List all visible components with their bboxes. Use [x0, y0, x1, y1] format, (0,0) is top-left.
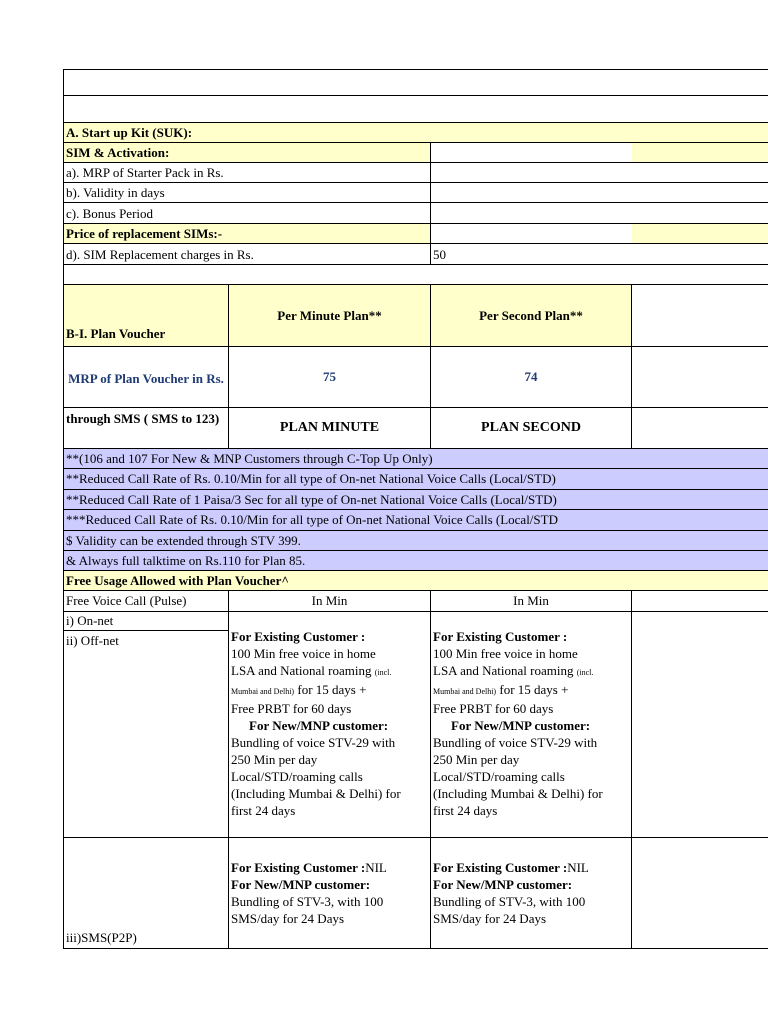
existing-line-3-2: for 15 days + [499, 682, 569, 697]
new-line-3: Local/STD/roaming calls [231, 769, 363, 784]
plan-voucher-label-cell [64, 285, 228, 346]
existing-line-2: LSA and National roaming [231, 663, 372, 678]
row-mrp-starter[interactable] [63, 162, 768, 182]
replacement-value[interactable]: 50 [430, 244, 632, 265]
mrp-starter-label: a). MRP of Starter Pack in Rs. [66, 165, 224, 180]
existing-incl-1: (incl. [374, 668, 392, 677]
sms-new-line-2-2: SMS/day for 24 Days [433, 911, 547, 926]
sim-activation-value[interactable] [430, 143, 632, 163]
free-voice-label: Free Voice Call (Pulse) [66, 593, 187, 608]
note-text-3: **Reduced Call Rate of 1 Paisa/3 Sec for all type of On-net National Voice Calls (Local/STD) [66, 492, 557, 507]
note-row-5[interactable] [63, 530, 768, 550]
note-row-6[interactable] [63, 550, 768, 570]
voice-unit-second: In Min [430, 591, 632, 611]
existing-line-4-2: Free PRBT for 60 days [433, 701, 554, 716]
existing-customer-heading: For Existing Customer : [231, 629, 366, 644]
sms-details-per-minute [228, 838, 430, 949]
row-plan-mrp[interactable] [63, 346, 768, 407]
row-startup-kit[interactable] [63, 122, 768, 142]
note-text-1: **(106 and 107 For New & MNP Customers through C-Top Up Only) [66, 451, 433, 466]
mrp-per-minute-value[interactable]: 75 [228, 347, 430, 407]
existing-line-3-wrap [231, 681, 428, 700]
row-sim-activation[interactable] [63, 142, 768, 162]
sim-activation-label: SIM & Activation: [66, 145, 170, 160]
empty-row-2 [63, 95, 768, 122]
existing-incl-2: Mumbai and Delhi) [231, 687, 295, 696]
row-plan-header[interactable] [63, 284, 768, 346]
sms-existing-value-2: NIL [567, 860, 589, 875]
offnet-label: ii) Off-net [66, 633, 119, 648]
new-line-2: 250 Min per day [231, 752, 318, 767]
per-second-plan-header: Per Second Plan** [430, 285, 632, 346]
sms-to-123-label: through SMS ( SMS to 123) [66, 411, 220, 426]
note-text-6: & Always full talktime on Rs.110 for Plan 85. [66, 553, 306, 568]
sms-new-line-1-2: Bundling of STV-3, with 100 [433, 894, 586, 909]
row-sms-details[interactable] [63, 837, 768, 949]
existing-line-4: Free PRBT for 60 days [231, 701, 352, 716]
existing-incl-2-2: Mumbai and Delhi) [433, 687, 497, 696]
sms-existing-heading: For Existing Customer : [231, 860, 366, 875]
new-line-1: Bundling of voice STV-29 with [231, 735, 396, 750]
startup-kit-heading: A. Start up Kit (SUK): [66, 125, 193, 140]
row-bonus[interactable] [63, 202, 768, 223]
existing-incl-1-2: (incl. [576, 668, 594, 677]
new-line-3-2: Local/STD/roaming calls [433, 769, 565, 784]
voice-details-per-minute [228, 612, 430, 837]
new-line-4-2: (Including Mumbai & Delhi) for [433, 786, 603, 801]
existing-line-1: 100 Min free voice in home [231, 646, 376, 661]
plan-second-keyword[interactable]: PLAN SECOND [430, 408, 632, 448]
validity-value[interactable] [430, 183, 632, 203]
replacement-label: d). SIM Replacement charges in Rs. [66, 247, 254, 262]
note-row-1[interactable] [63, 448, 768, 468]
sms-existing-heading-2: For Existing Customer : [433, 860, 568, 875]
onnet-label: i) On-net [64, 612, 228, 631]
sms-existing-line-2 [433, 859, 629, 876]
row-free-usage-heading[interactable] [63, 570, 768, 590]
sms-p2p-label: iii)SMS(P2P) [66, 930, 137, 945]
free-usage-heading: Free Usage Allowed with Plan Voucher^ [66, 573, 289, 588]
note-row-3[interactable] [63, 489, 768, 509]
new-customer-heading-2: For New/MNP customer: [451, 718, 591, 733]
row-replacement[interactable] [63, 243, 768, 264]
sms-new-line-2: SMS/day for 24 Days [231, 911, 345, 926]
plan-minute-keyword[interactable]: PLAN MINUTE [228, 408, 430, 448]
note-row-2[interactable] [63, 468, 768, 489]
mrp-plan-voucher-label: MRP of Plan Voucher in Rs. [68, 371, 224, 386]
replacement-heading: Price of replacement SIMs:- [66, 226, 223, 241]
bonus-label: c). Bonus Period [66, 206, 154, 221]
sms-existing-line [231, 859, 428, 876]
new-line-5: first 24 days [231, 803, 296, 818]
voice-label-cell [64, 612, 228, 837]
sms-new-heading-2: For New/MNP customer: [433, 877, 573, 892]
replacement-heading-value[interactable] [430, 224, 632, 244]
empty-row-1 [63, 69, 768, 96]
new-line-1-2: Bundling of voice STV-29 with [433, 735, 598, 750]
existing-line-3: for 15 days + [297, 682, 367, 697]
row-plan-sms[interactable] [63, 407, 768, 448]
voice-details-per-second [430, 612, 632, 837]
empty-row-3 [63, 264, 768, 284]
existing-line-3-wrap-2 [433, 681, 629, 700]
sms-new-heading: For New/MNP customer: [231, 877, 371, 892]
voice-unit-minute: In Min [228, 591, 430, 611]
existing-line-2-2: LSA and National roaming [433, 663, 574, 678]
new-line-5-2: first 24 days [433, 803, 498, 818]
bonus-value[interactable] [430, 203, 632, 224]
note-text-2: **Reduced Call Rate of Rs. 0.10/Min for all type of On-net National Voice Calls (Local/STD) [66, 471, 556, 486]
row-voice-header[interactable] [63, 590, 768, 611]
existing-line-1-2: 100 Min free voice in home [433, 646, 578, 661]
row-replacement-heading[interactable] [63, 223, 768, 243]
sms-details-per-second [430, 838, 632, 949]
sms-label-cell [64, 838, 228, 949]
plan-voucher-label: B-I. Plan Voucher [66, 326, 166, 341]
validity-label: b). Validity in days [66, 185, 165, 200]
mrp-starter-value[interactable] [430, 163, 632, 183]
sms-new-line-1: Bundling of STV-3, with 100 [231, 894, 384, 909]
mrp-per-second-value[interactable]: 74 [430, 347, 632, 407]
existing-customer-heading-2: For Existing Customer : [433, 629, 568, 644]
note-text-5: $ Validity can be extended through STV 399. [66, 533, 301, 548]
row-validity[interactable] [63, 182, 768, 202]
existing-line-2-wrap [231, 662, 428, 681]
new-line-2-2: 250 Min per day [433, 752, 520, 767]
new-customer-heading: For New/MNP customer: [249, 718, 389, 733]
new-line-4: (Including Mumbai & Delhi) for [231, 786, 401, 801]
row-voice-details[interactable] [63, 611, 768, 837]
note-text-4: ***Reduced Call Rate of Rs. 0.10/Min for all type of On-net National Voice Calls (Local/STD [66, 512, 558, 527]
note-row-4[interactable] [63, 509, 768, 530]
sms-existing-value: NIL [365, 860, 387, 875]
existing-line-2-wrap-2 [433, 662, 629, 681]
per-minute-plan-header: Per Minute Plan** [228, 285, 430, 346]
